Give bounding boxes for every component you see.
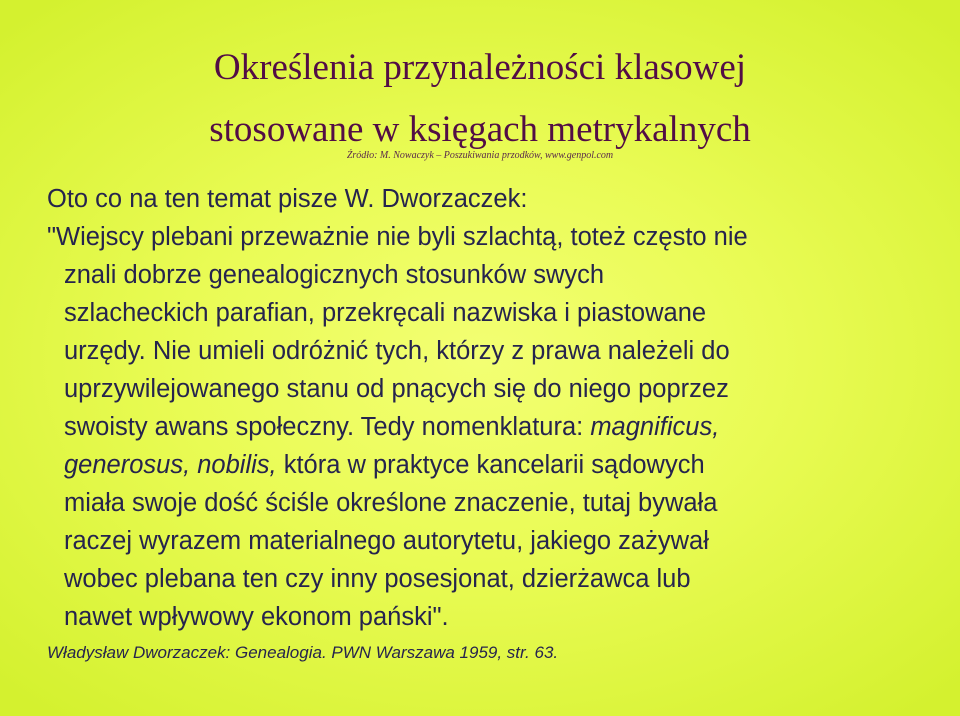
quote-body: [47, 180, 947, 636]
latin-term: magnificus,: [590, 413, 720, 441]
quote-text: swoisty awans społeczny. Tedy nomenklatura:: [64, 413, 591, 441]
quote-line: miała swoje dość ściśle określone znaczenie, tutaj bywała: [64, 489, 718, 517]
citation: Władysław Dworzaczek: Genealogia. PWN Warszawa 1959, str. 63.: [47, 643, 559, 662]
intro-line: Oto co na ten temat pisze W. Dworzaczek:: [47, 185, 528, 213]
latin-term: generosus, nobilis,: [64, 451, 277, 479]
quote-line: wobec plebana ten czy inny posesjonat, dzierżawca lub: [64, 565, 691, 593]
quote-line: [47, 446, 947, 484]
quote-line: raczej wyrazem materialnego autorytetu, jakiego zażywał: [64, 527, 709, 555]
quote-line: [47, 408, 947, 446]
quote-text: która w praktyce kancelarii sądowych: [276, 451, 705, 479]
quote-line: nawet wpływowy ekonom pański".: [64, 603, 449, 631]
quote-line: uprzywilejowanego stanu od pnących się do niego poprzez: [64, 375, 729, 403]
slide-title-line-2: stosowane w księgach metrykalnych: [209, 109, 751, 150]
quote-line: urzędy. Nie umieli odróżnić tych, którzy z prawa należeli do: [64, 337, 730, 365]
quote-line: znali dobrze genealogicznych stosunków swych: [64, 261, 605, 289]
quote-line: szlacheckich parafian, przekręcali nazwiska i piastowane: [64, 299, 707, 327]
source-note: Źródło: M. Nowaczyk – Poszukiwania przodków, www.genpol.com: [346, 150, 614, 161]
quote-line: "Wiejscy plebani przeważnie nie byli szlachtą, toteż często nie: [47, 223, 748, 251]
slide-title-line-1: Określenia przynależności klasowej: [213, 47, 747, 88]
